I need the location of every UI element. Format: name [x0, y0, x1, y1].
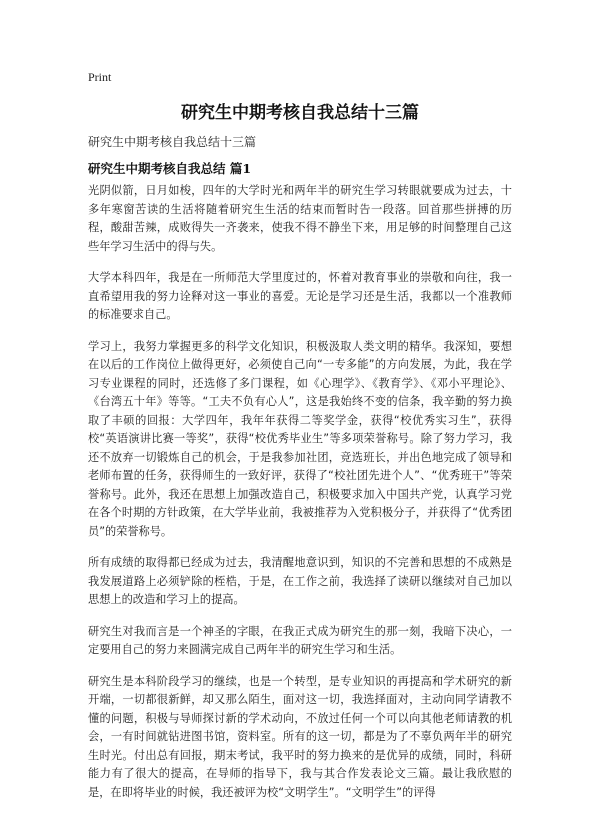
paragraph: 所有成绩的取得都已经成为过去，我清醒地意识到，知识的不完善和思想的不成熟是我发展道路上必须铲除的桎梏，于是，在工作之前，我选择了读研以继续对自己加以思想上的改造和学习上的提高。 — [88, 556, 512, 606]
paragraph: 研究生是本科阶段学习的继续，也是一个转型，是专业知识的再提高和学术研究的新开端，一切都很新鲜，却又那么陌生，面对这一切，我选择面对，主动向同学请教不懂的问题，积极与导师探讨新的学术动向，不放过任何一个可以向其他老师请教的机会，一有时间就钻进图书馆，资料室。所有的这一切，都是为了不辜负两年半的研究生时光。付出总有回报，期末考试，我平时的努力换来的是优异的成绩，同时，科研能力有了很大的提高，在导师的指导下，我与其合作发表论文三篇。最让我欣慰的是，在即将毕业的时候，我还被评为校“文明学生”。“文明学生”的评得 — [88, 674, 512, 799]
paragraph: 光阴似箭，日月如梭，四年的大学时光和两年半的研究生学习转眼就要成为过去，十多年寒窗苦读的生活将随着研究生生活的结束而暂时告一段落。回首那些拼搏的历程，酸甜苦辣，成败得失一齐袭来，使我不得不静坐下来，用足够的时间整理自己这些年学习生活中的得与失。 — [88, 184, 512, 253]
paragraph: 研究生对我而言是一个神圣的字眼，在我正式成为研究生的那一刻，我暗下决心，一定要用自己的努力来圆满完成自己两年半的研究生学习和生活。 — [88, 624, 512, 656]
print-link[interactable]: Print — [88, 70, 112, 84]
paragraph: 学习上，我努力掌握更多的科学文化知识，积极汲取人类文明的精华。我深知，要想在以后的工作岗位上做得更好，必须使自己向“一专多能”的方向发展，为此，我在学习专业课程的同时，还选修了多门课程，如《心理学》、《教育学》、《邓小平理论》、《台湾五十年》等等。“工夫不负有心人”，这是我始终不变的信条，我辛勤的努力换取了丰硕的回报：大学四年，我年年获得二等奖学金，获得“校优秀实习生”，获得校“英语演讲比赛一等奖”，获得“校优秀毕业生”等多项荣誉称号。除了努力学习，我还不放弃一切锻炼自己的机会，于是我参加社团，竞选班长，并出色地完成了领导和老师布置的任务，获得师生的一致好评，获得了“校社团先进个人”、“优秀班干”等荣誉称号。此外，我还在思想上加强改造自己，积极要求加入中国共产党，认真学习党在各个时期的方针政策，在大学毕业前，我被推荐为入党积极分子，并获得了“优秀团员”的荣誉称号。 — [88, 339, 512, 538]
page-title: 研究生中期考核自我总结十三篇 — [181, 103, 419, 123]
article-body — [88, 182, 512, 815]
section-heading: 研究生中期考核自我总结 篇1 — [88, 161, 252, 176]
document-subtitle: 研究生中期考核自我总结十三篇 — [88, 135, 257, 149]
paragraph: 大学本科四年，我是在一所师范大学里度过的，怀着对教育事业的崇敬和向往，我一直希望用我的努力诠释对这一事业的喜爱。无论是学习还是生活，我都以一个准教师的标准要求自己。 — [88, 271, 512, 321]
